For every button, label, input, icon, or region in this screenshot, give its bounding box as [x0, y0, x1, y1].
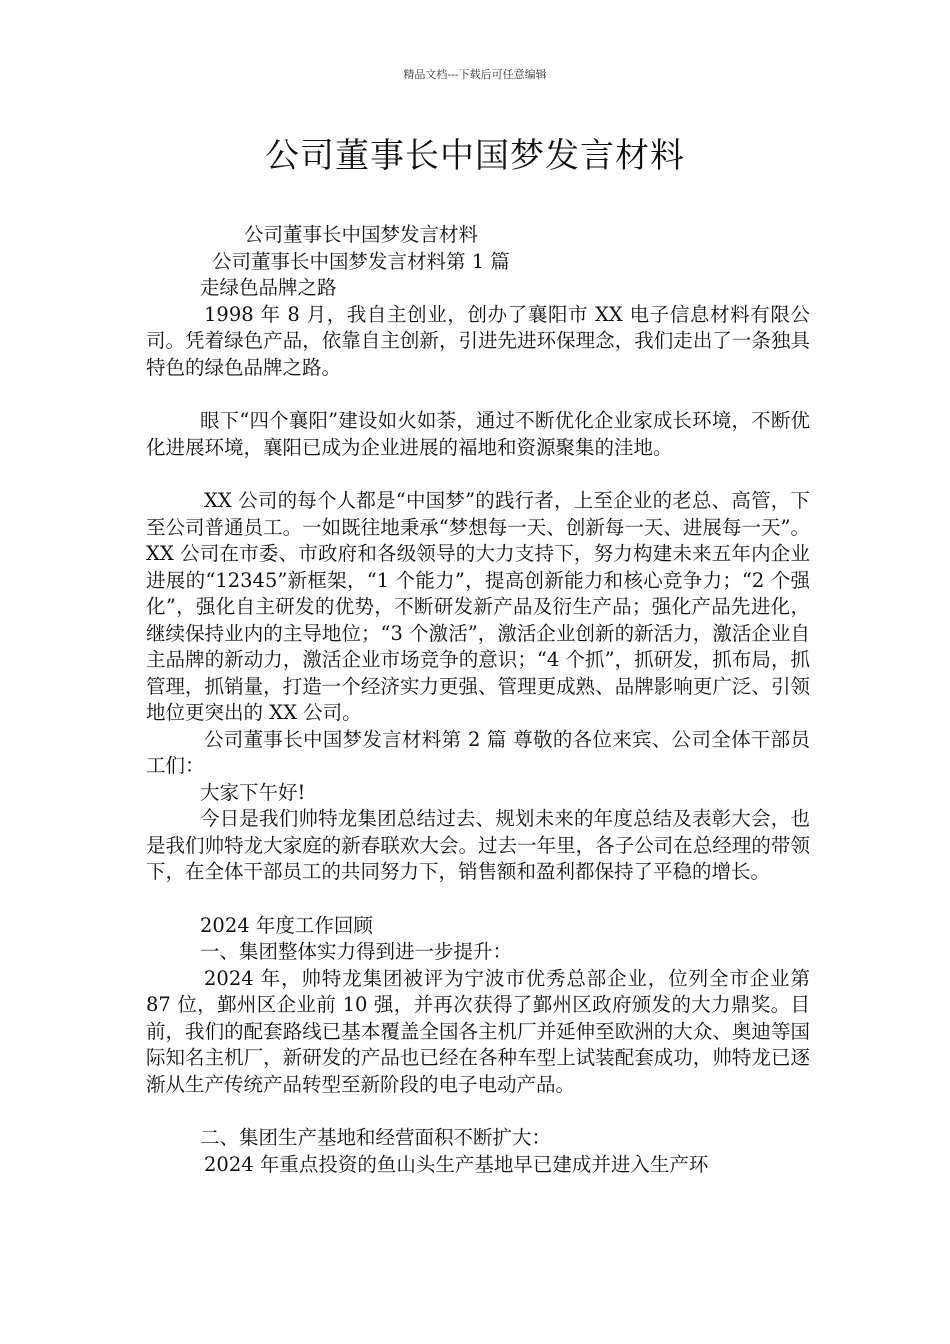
section-heading: 一、集团整体实力得到进一步提升：: [200, 940, 513, 963]
body-paragraph: 今日是我们帅特龙集团总结过去、规划未来的年度总结及表彰大会，也是我们帅特龙大家庭的新春联欢大会。过去一年里，各子公司在总经理的带领下，在全体干部员工的共同努力下，销售额和盈利都保持了平稳的增长。: [146, 807, 810, 883]
body-paragraph: 2024 年重点投资的鱼山头生产基地早已建成并进入生产环: [204, 1152, 709, 1176]
greeting: 大家下午好!: [200, 780, 306, 804]
subtitle-paragraph: 公司董事长中国梦发言材料: [244, 223, 479, 246]
section-heading: 公司董事长中国梦发言材料第 2 篇 尊敬的各位来宾、公司全体干部员工们：: [146, 727, 810, 777]
body-paragraph: 眼下“四个襄阳”建设如火如荼，通过不断优化企业家成长环境，不断优化进展环境，襄阳已成为企业进展的福地和资源聚集的洼地。: [146, 409, 810, 459]
paragraph-spacer: [146, 1098, 810, 1125]
document-body: [146, 222, 810, 1178]
section-heading: 二、集团生产基地和经营面积不断扩大：: [200, 1126, 552, 1149]
paragraph-spacer: [146, 461, 810, 488]
body-paragraph: 1998 年 8 月，我自主创业，创办了襄阳市 XX 电子信息材料有限公司。凭着绿色产品，依靠自主创新，引进先进环保理念，我们走出了一条独具特色的绿色品牌之路。: [146, 302, 810, 379]
paragraph-spacer: [146, 381, 810, 408]
page-header: 精品文档---下载后可任意编辑: [403, 68, 547, 81]
section-heading: 2024 年度工作回顾: [200, 913, 373, 937]
section-heading: 公司董事长中国梦发言材料第 1 篇: [212, 249, 510, 273]
paragraph-spacer: [146, 886, 810, 913]
body-paragraph: 2024 年，帅特龙集团被评为宁波市优秀总部企业，位列全市企业第 87 位，鄞州区企业前 10 强，并再次获得了鄞州区政府颁发的大力鼎奖。目前，我们的配套路线已基本覆盖全国各主机厂并延伸至欧洲的大众、奥迪等国际知名主机厂，新研发的产品也已经在各种车型上试装配套成功，帅特龙已逐渐从生产传统产品转型至新阶段的电子电动产品。: [146, 966, 810, 1096]
section-heading: 走绿色品牌之路: [200, 276, 337, 299]
document-title: 公司董事长中国梦发言材料: [265, 136, 685, 176]
body-paragraph: XX 公司的每个人都是“中国梦”的践行者，上至企业的老总、高管，下至公司普通员工。一如既往地秉承“梦想每一天、创新每一天、进展每一天”。XX 公司在市委、市政府和各级领导的大力支持下，努力构建未来五年内企业进展的“12345”新框架，“1 个能力”，提高创新能力和核心竞争力；“2 个强化”，强化自主研发的优势，不断研发新产品及衍生产品；强化产品先进化，继续保持业内的主导地位；“3 个激活”，激活企业创新的新活力，激活企业自主品牌的新动力，激活企业市场竞争的意识；“4 个抓”，抓研发，抓布局，抓管理，抓销量，打造一个经济实力更强、管理更成熟、品牌影响更广泛、引领地位更突出的 XX 公司。: [146, 489, 810, 724]
